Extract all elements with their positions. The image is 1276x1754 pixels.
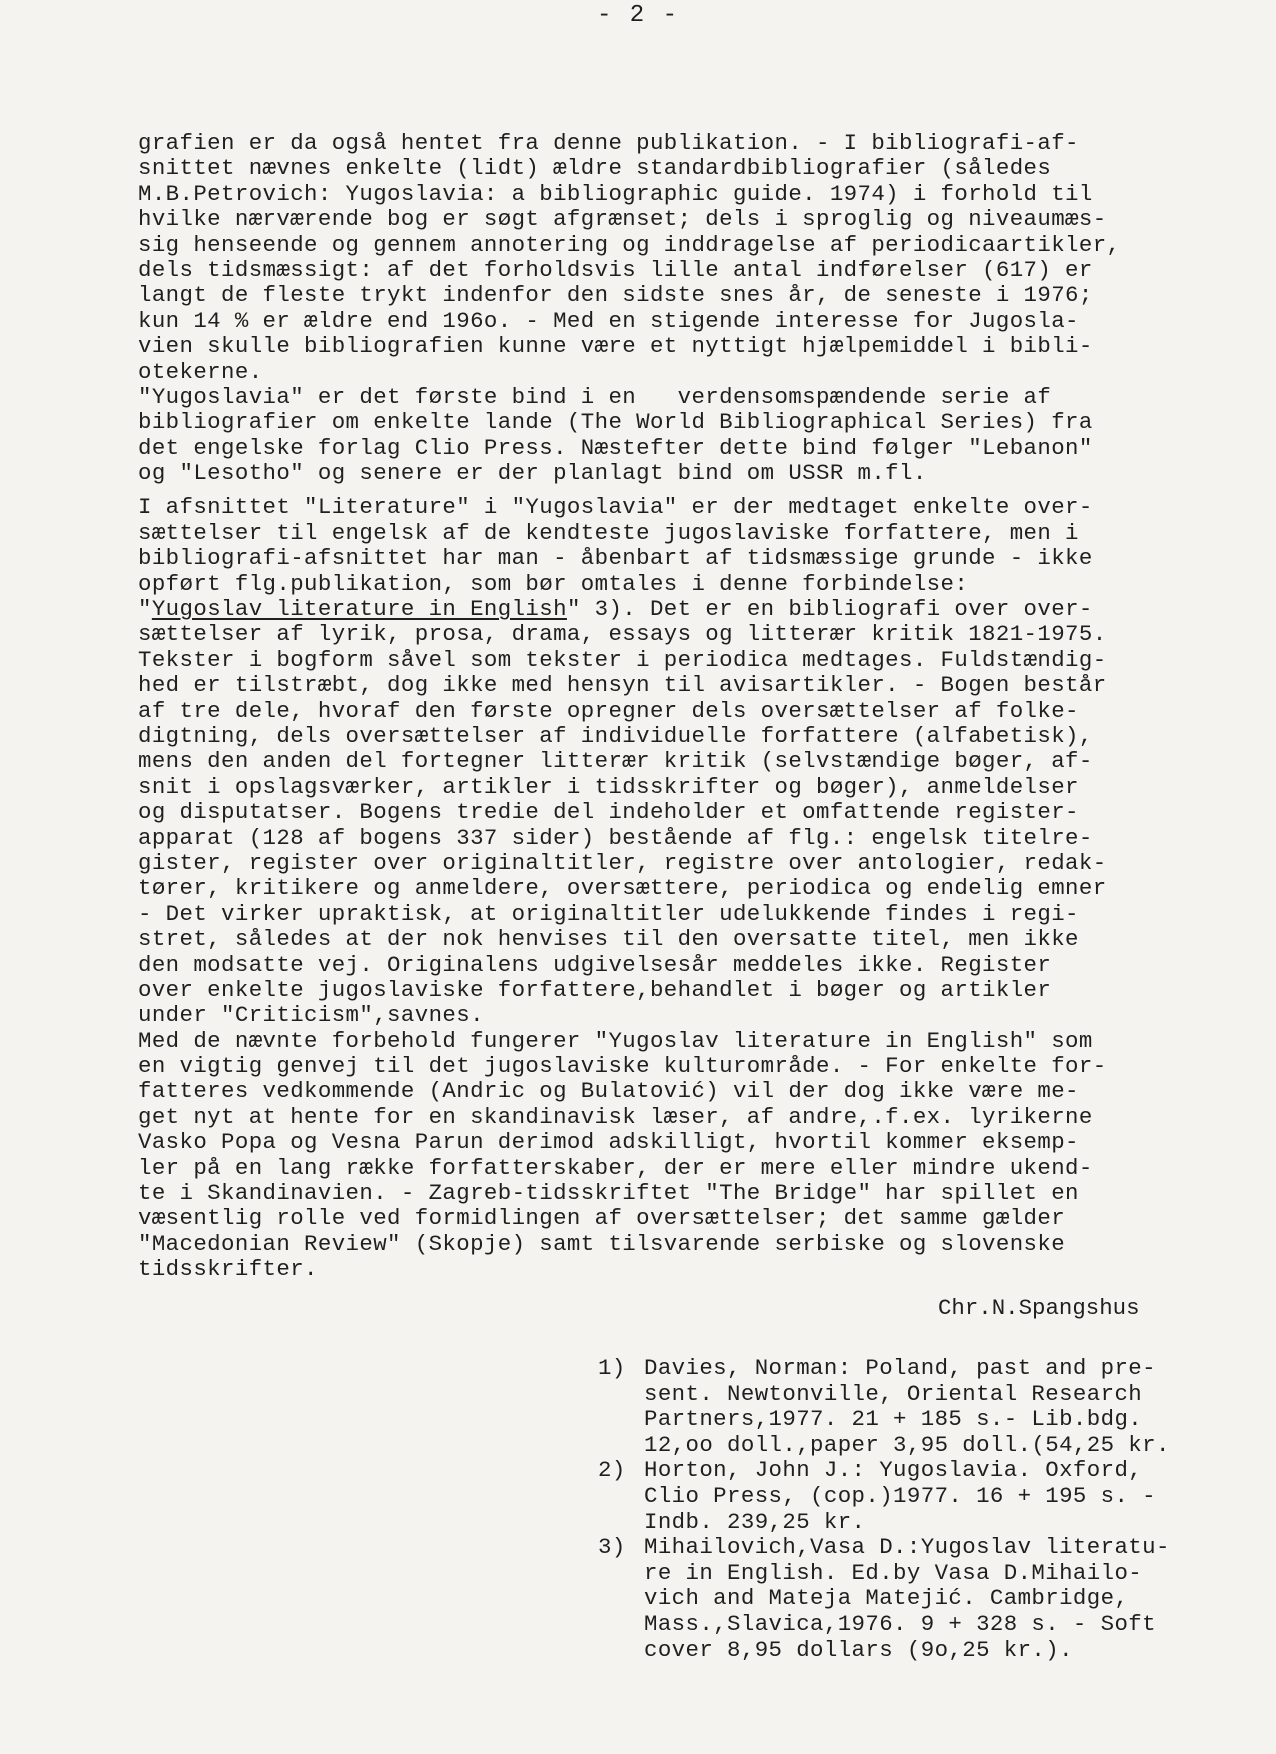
text-line: hvilke nærværende bog er søgt afgrænset; dels i sproglig og niveaumæs- bbox=[138, 206, 1107, 233]
text-line: vien skulle bibliografien kunne være et nyttigt hjælpemiddel i bibli- bbox=[138, 333, 1093, 360]
footnote-number: 2) bbox=[598, 1457, 626, 1484]
text-line: sættelser af lyrik, prosa, drama, essays og litterær kritik 1821-1975. bbox=[138, 621, 1107, 648]
body-text bbox=[138, 131, 1258, 1283]
text-line: af tre dele, hvoraf den første opregner dels oversættelser af folke- bbox=[138, 697, 1079, 724]
text-line: - Det virker upraktisk, at originaltitler udelukkende findes i regi- bbox=[138, 900, 1079, 927]
text-line: "Macedonian Review" (Skopje) samt tilsvarende serbiske og slovenske bbox=[138, 1230, 1066, 1257]
footnote-number: 3) bbox=[598, 1534, 626, 1561]
text-line: stret, således at der nok henvises til den oversatte titel, men ikke bbox=[138, 926, 1079, 953]
text-line: væsentlig rolle ved formidlingen af oversættelser; det samme gælder bbox=[138, 1205, 1066, 1232]
text-line: den modsatte vej. Originalens udgivelsesår meddeles ikke. Register bbox=[138, 951, 1052, 978]
text-line: tører, kritikere og anmeldere, oversættere, periodica og endelig emner bbox=[138, 875, 1107, 902]
paragraph-2-body bbox=[138, 622, 1258, 1282]
footnote-line: Mass.,Slavica,1976. 9 + 328 s. - Soft bbox=[644, 1610, 1156, 1637]
text-line: get nyt at hente for en skandinavisk læser, af andre,.f.ex. lyrikerne bbox=[138, 1103, 1093, 1130]
text-line: snit i opslagsværker, artikler i tidsskrifter og bøger), anmeldelser bbox=[138, 773, 1079, 800]
footnote-line: 12,oo doll.,paper 3,95 doll.(54,25 kr. bbox=[644, 1431, 1170, 1458]
text-line: under "Criticism",savnes. bbox=[138, 1002, 484, 1029]
quote-open: " bbox=[138, 596, 152, 623]
footnote-line: cover 8,95 dollars (9o,25 kr.). bbox=[644, 1636, 1073, 1663]
text-line: hed er tilstræbt, dog ikke med hensyn til avisartikler. - Bogen består bbox=[138, 672, 1107, 699]
text-line: tidsskrifter. bbox=[138, 1256, 318, 1283]
text-line: opført flg.publikation, som bør omtales i denne forbindelse: bbox=[138, 570, 969, 597]
footnote bbox=[598, 1535, 1258, 1663]
footnote-line: Clio Press, (cop.)1977. 16 + 195 s. - bbox=[644, 1482, 1156, 1509]
text-line: gister, register over originaltitler, registre over antologier, redak- bbox=[138, 849, 1107, 876]
text-line: fatteres vedkommende (Andric og Bulatović) vil der dog ikke være me- bbox=[138, 1078, 1079, 1105]
text-line: bibliografi-afsnittet har man - åbenbart af tidsmæssige grunde - ikke bbox=[138, 545, 1093, 572]
page-number: - 2 - bbox=[596, 2, 679, 29]
paragraph-2-intro bbox=[138, 495, 1258, 597]
text-line: det engelske forlag Clio Press. Næstefter dette bind følger "Lebanon" bbox=[138, 434, 1093, 461]
footnote-line: Indb. 239,25 kr. bbox=[644, 1508, 866, 1535]
text-line: snittet nævnes enkelte (lidt) ældre standardbibliografier (således bbox=[138, 155, 1052, 182]
text-line: digtning, dels oversættelser af individuelle forfattere (alfabetisk), bbox=[138, 722, 1093, 749]
text-line: og disputatser. Bogens tredie del indeholder et omfattende register- bbox=[138, 799, 1079, 826]
paragraph-2 bbox=[138, 495, 1258, 1282]
footnote-line: sent. Newtonville, Oriental Research bbox=[644, 1380, 1143, 1407]
text-line: Vasko Popa og Vesna Parun derimod adskilligt, hvortil kommer eksemp- bbox=[138, 1129, 1079, 1156]
paragraph-1 bbox=[138, 131, 1258, 486]
text-line: kun 14 % er ældre end 196o. - Med en stigende interesse for Jugosla- bbox=[138, 307, 1079, 334]
title-line-rest: " 3). Det er en bibliografi over over- bbox=[566, 596, 1093, 623]
text-line: te i Skandinavien. - Zagreb-tidsskriftet "The Bridge" har spillet en bbox=[138, 1180, 1079, 1207]
text-line: I afsnittet "Literature" i "Yugoslavia" er der medtaget enkelte over- bbox=[138, 494, 1093, 521]
footnotes bbox=[598, 1356, 1258, 1663]
text-line: dels tidsmæssigt: af det forholdsvis lille antal indførelser (617) er bbox=[138, 256, 1093, 283]
text-line: sættelser til engelsk af de kendteste jugoslaviske forfattere, men i bbox=[138, 519, 1079, 546]
text-line: bibliografier om enkelte lande (The World Bibliographical Series) fra bbox=[138, 409, 1093, 436]
footnote-line: vich and Mateja Matejić. Cambridge, bbox=[644, 1585, 1129, 1612]
footnote-text bbox=[644, 1535, 1258, 1663]
text-line: en vigtig genvej til det jugoslaviske kulturområde. - For enkelte for- bbox=[138, 1053, 1107, 1080]
book-title-underlined: Yugoslav literature in English bbox=[151, 596, 567, 623]
text-line: over enkelte jugoslaviske forfattere,behandlet i bøger og artikler bbox=[138, 976, 1052, 1003]
text-line: langt de fleste trykt indenfor den sidste snes år, de seneste i 1976; bbox=[138, 282, 1093, 309]
text-line: otekerne. bbox=[138, 358, 263, 385]
footnote-line: Horton, John J.: Yugoslavia. Oxford, bbox=[644, 1457, 1143, 1484]
text-line: "Yugoslavia" er det første bind i en verdensomspændende serie af bbox=[138, 383, 1052, 410]
text-line: Med de nævnte forbehold fungerer "Yugoslav literature in English" som bbox=[138, 1027, 1093, 1054]
text-line-title bbox=[138, 597, 1258, 622]
footnote-line: Davies, Norman: Poland, past and pre- bbox=[644, 1355, 1156, 1381]
text-line: mens den anden del fortegner litterær kritik (selvstændige bøger, af- bbox=[138, 748, 1093, 775]
footnote-line: Mihailovich,Vasa D.:Yugoslav literatu- bbox=[644, 1534, 1170, 1561]
text-line: M.B.Petrovich: Yugoslavia: a bibliographic guide. 1974) i forhold til bbox=[138, 180, 1093, 207]
text-line: Tekster i bogform såvel som tekster i periodica medtages. Fuldstændig- bbox=[138, 646, 1107, 673]
signature: Chr.N.Spangshus bbox=[938, 1295, 1140, 1321]
footnote-text bbox=[644, 1356, 1258, 1458]
text-line: ler på en lang række forfatterskaber, der er mere eller mindre ukend- bbox=[138, 1154, 1093, 1181]
text-line: grafien er da også hentet fra denne publikation. - I bibliografi-af- bbox=[138, 130, 1079, 156]
footnote-line: re in English. Ed.by Vasa D.Mihailo- bbox=[644, 1559, 1143, 1586]
footnote bbox=[598, 1458, 1258, 1535]
footnote-line: Partners,1977. 21 + 185 s.- Lib.bdg. bbox=[644, 1406, 1143, 1433]
footnote-text bbox=[644, 1458, 1258, 1535]
footnote bbox=[598, 1356, 1258, 1458]
text-line: apparat (128 af bogens 337 sider) bestående af flg.: engelsk titelre- bbox=[138, 824, 1093, 851]
footnote-number: 1) bbox=[598, 1355, 626, 1381]
text-line: sig henseende og gennem annotering og inddragelse af periodicaartikler, bbox=[138, 231, 1121, 258]
text-line: og "Lesotho" og senere er der planlagt bind om USSR m.fl. bbox=[138, 460, 927, 487]
